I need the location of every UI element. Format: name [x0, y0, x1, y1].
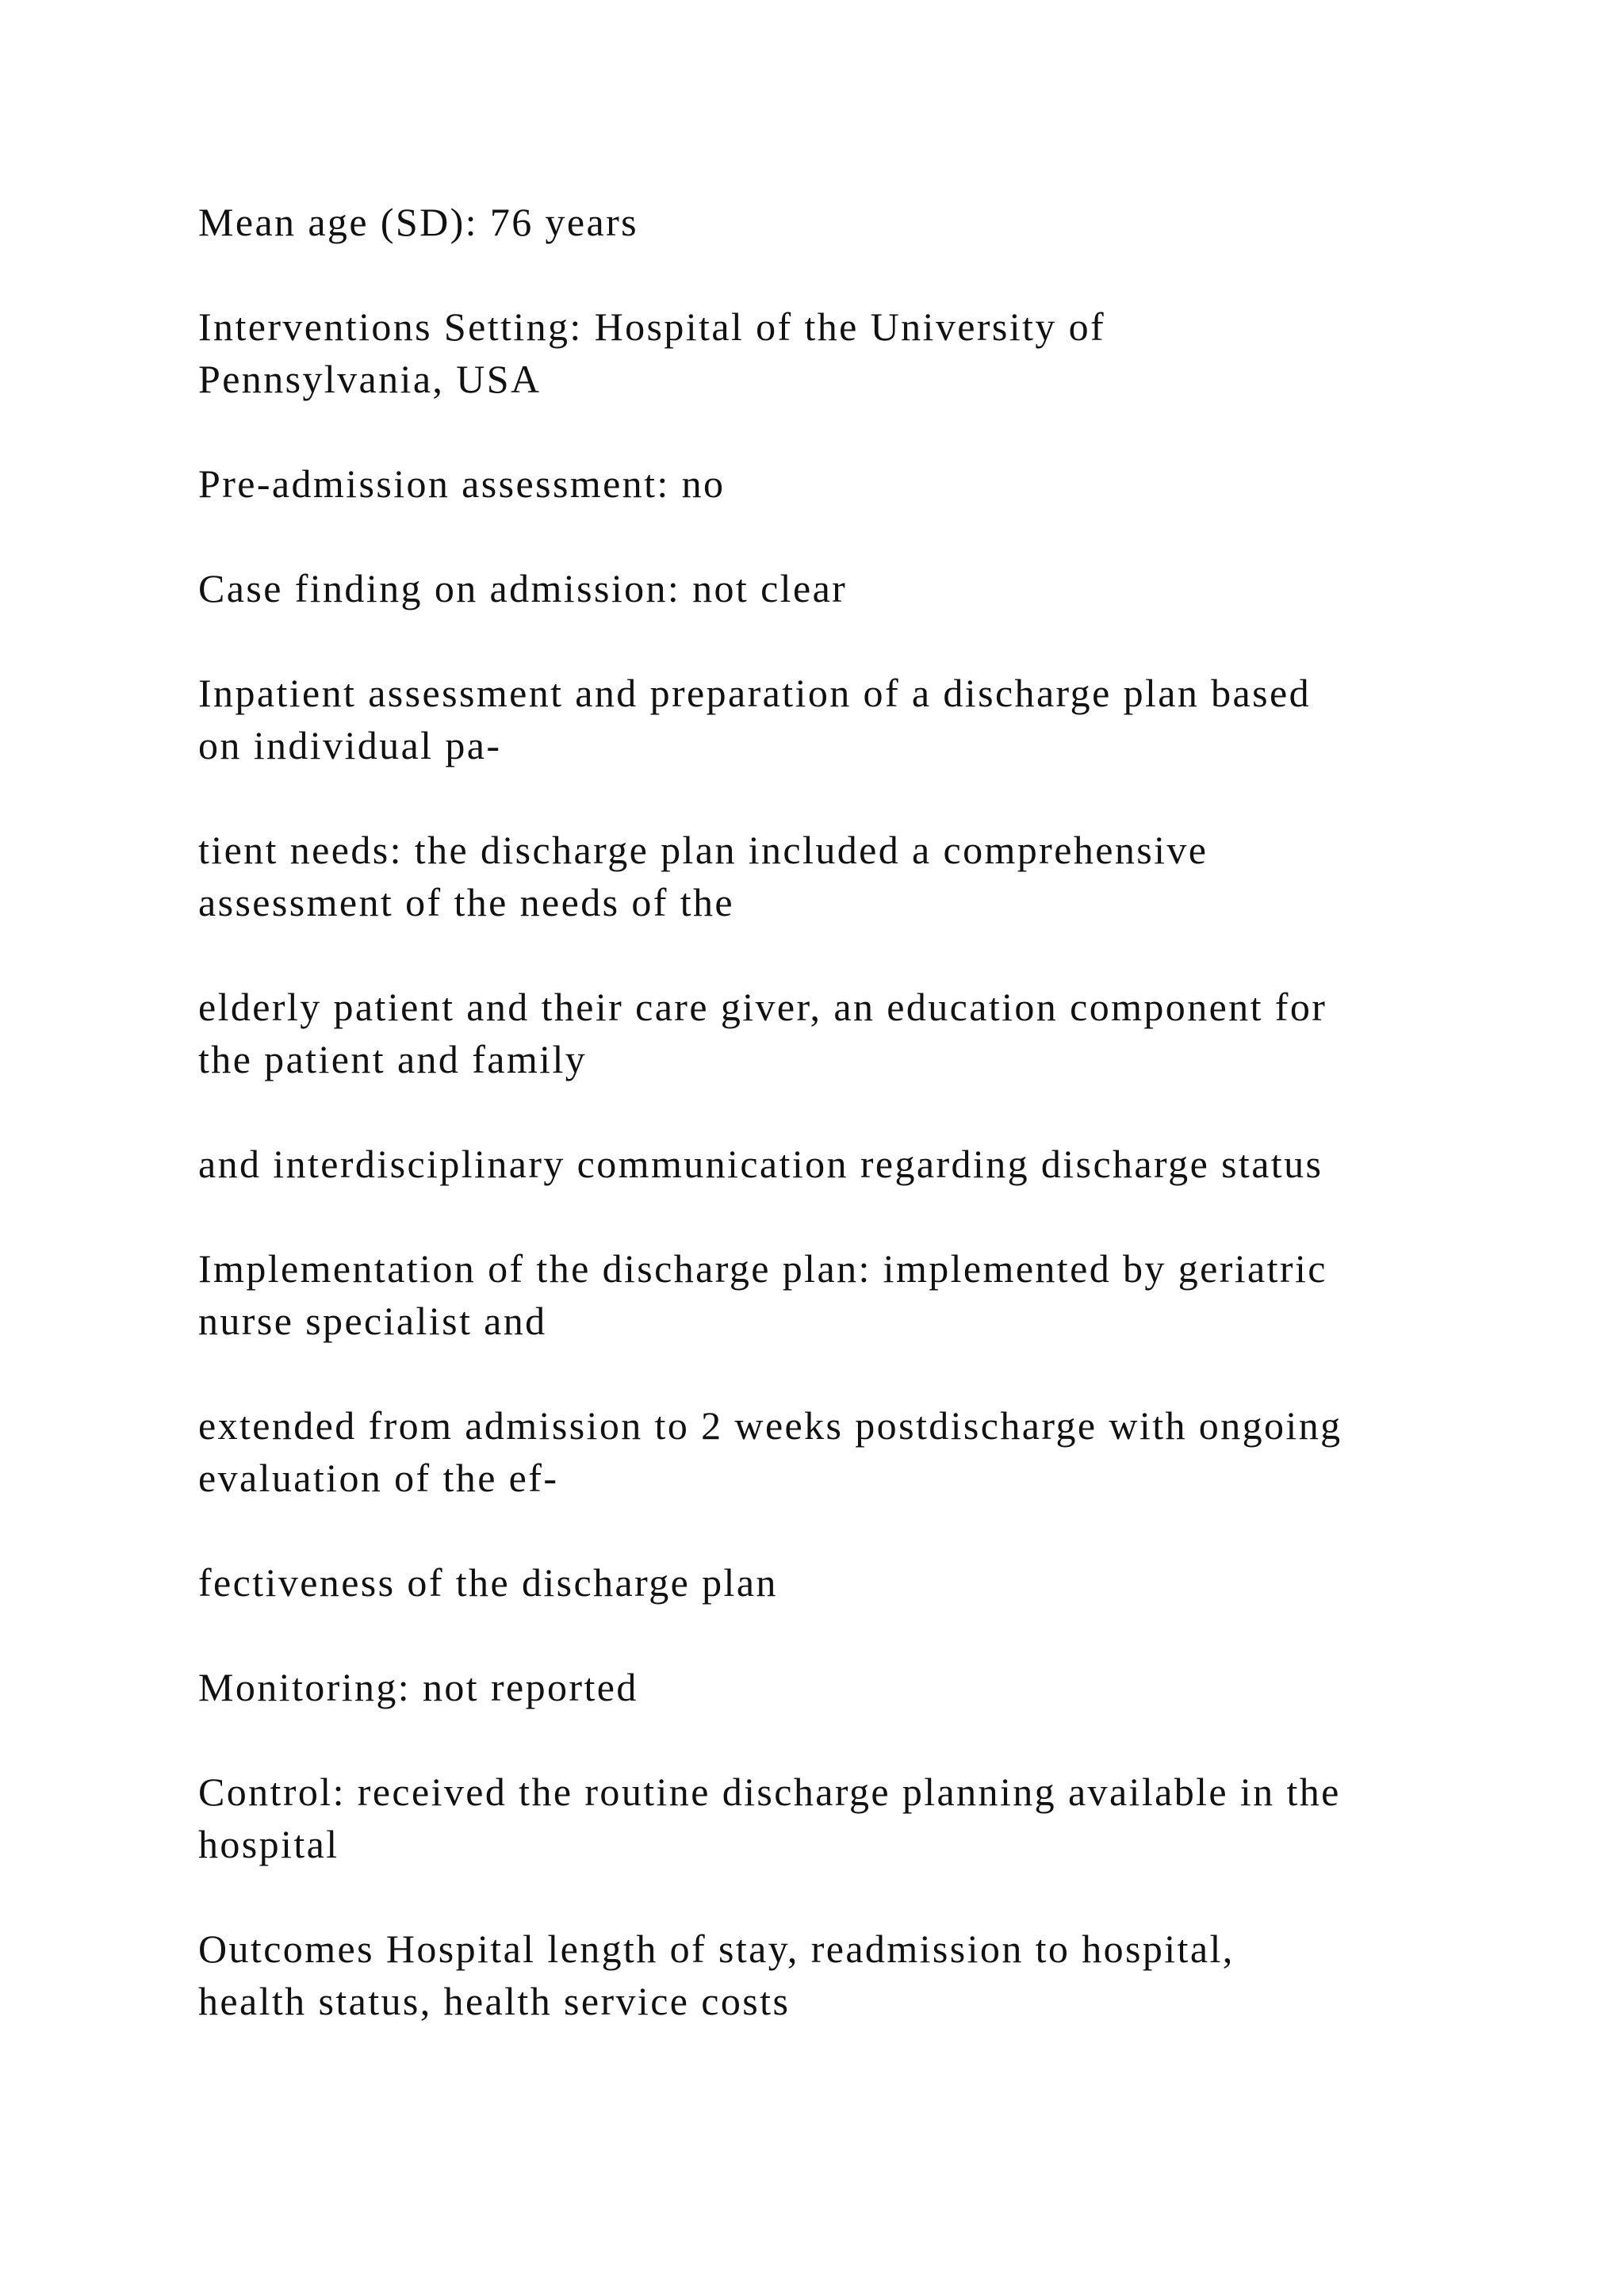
text-line: assessment of the needs of the — [198, 880, 735, 924]
text-line: Implementation of the discharge plan: implemented by geriatric — [198, 1246, 1327, 1291]
text-line: Outcomes Hospital length of stay, readmission to hospital, — [198, 1927, 1235, 1971]
text-line: fectiveness of the discharge plan — [198, 1560, 778, 1605]
text-line: and interdisciplinary communication regarding discharge status — [198, 1142, 1323, 1186]
paragraph-monitoring — [198, 1661, 1467, 1713]
paragraph-extended — [198, 1399, 1467, 1504]
paragraph-patient-needs — [198, 824, 1467, 928]
paragraph-pre-admission — [198, 457, 1467, 510]
text-line: Interventions Setting: Hospital of the University of — [198, 304, 1106, 349]
text-line: Monitoring: not reported — [198, 1665, 638, 1709]
text-line: tient needs: the discharge plan included a comprehensive — [198, 828, 1208, 872]
paragraph-elderly-patient — [198, 981, 1467, 1085]
text-line: Control: received the routine discharge planning available in the — [198, 1770, 1341, 1814]
paragraph-implementation — [198, 1242, 1467, 1347]
text-line: Pennsylvania, USA — [198, 357, 542, 401]
text-line: Pre-admission assessment: no — [198, 461, 726, 506]
paragraph-outcomes — [198, 1923, 1467, 2027]
text-line: elderly patient and their care giver, an education component for — [198, 985, 1327, 1029]
text-line: Case finding on admission: not clear — [198, 566, 848, 610]
text-line: the patient and family — [198, 1037, 588, 1081]
text-line: hospital — [198, 1822, 339, 1866]
text-line: extended from admission to 2 weeks postdischarge with ongoing — [198, 1403, 1342, 1448]
text-line: nurse specialist and — [198, 1299, 547, 1343]
paragraph-effectiveness — [198, 1556, 1467, 1609]
paragraph-interventions-setting — [198, 300, 1467, 405]
text-line: evaluation of the ef- — [198, 1456, 559, 1500]
paragraph-inpatient-assessment — [198, 667, 1467, 771]
text-line: Inpatient assessment and preparation of a discharge plan based — [198, 671, 1311, 715]
text-line: on individual pa- — [198, 723, 502, 767]
paragraph-interdisciplinary — [198, 1138, 1467, 1190]
paragraph-mean-age — [198, 196, 1467, 248]
text-line: health status, health service costs — [198, 1979, 791, 2023]
text-line: Mean age (SD): 76 years — [198, 200, 639, 244]
paragraph-case-finding — [198, 562, 1467, 614]
paragraph-control — [198, 1766, 1467, 1870]
